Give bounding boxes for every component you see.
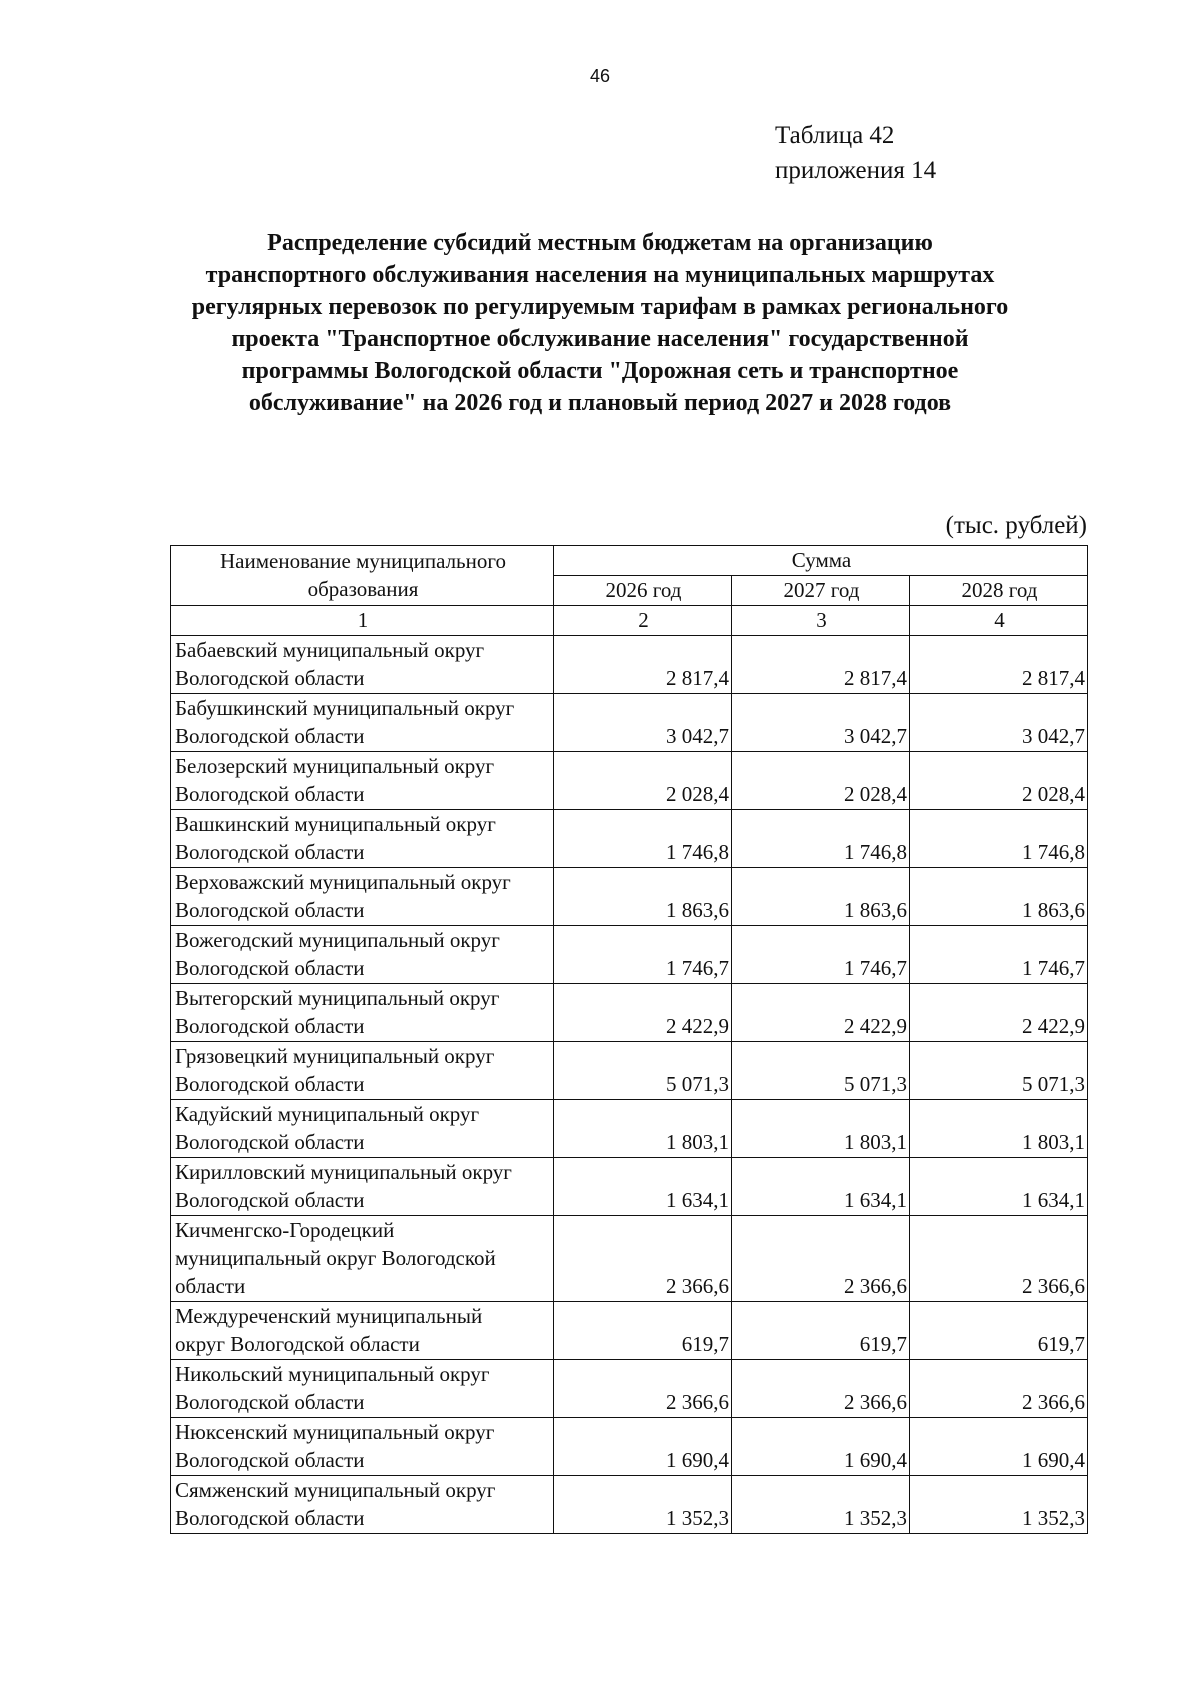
- amount-2028-cell: 1 863,6: [910, 868, 1088, 926]
- header-year-2026: 2026 год: [554, 576, 732, 606]
- amount-2026-cell: 1 803,1: [554, 1100, 732, 1158]
- amount-2026-cell: 2 366,6: [554, 1360, 732, 1418]
- municipality-name-line: Вологодской области: [175, 898, 365, 922]
- amount-2027-cell: 2 366,6: [732, 1360, 910, 1418]
- municipality-name-line: Никольский муниципальный округ: [175, 1362, 490, 1386]
- municipality-name-line: Кирилловский муниципальный округ: [175, 1160, 512, 1184]
- amount-2026-cell: 1 746,7: [554, 926, 732, 984]
- table-row: [171, 1158, 1088, 1216]
- municipality-name-line: Бабушкинский муниципальный округ: [175, 696, 515, 720]
- header-municipality: Наименование муниципального образования: [171, 546, 554, 606]
- table-row: [171, 1302, 1088, 1360]
- amount-2026-cell: 2 817,4: [554, 636, 732, 694]
- municipality-name-cell: [171, 1360, 554, 1418]
- title-line: проекта "Транспортное обслуживание населения" государственной: [231, 326, 969, 352]
- amount-2027-cell: 5 071,3: [732, 1042, 910, 1100]
- municipality-name-line: Вологодской области: [175, 1014, 365, 1038]
- municipality-name-line: Нюксенский муниципальный округ: [175, 1420, 495, 1444]
- municipality-name-line: Кичменгско-Городецкий: [175, 1218, 395, 1242]
- amount-2028-cell: 1 690,4: [910, 1418, 1088, 1476]
- amount-2027-cell: 1 634,1: [732, 1158, 910, 1216]
- amount-2027-cell: 2 366,6: [732, 1216, 910, 1302]
- header-sum: Сумма: [554, 546, 1088, 576]
- amount-2027-cell: 1 690,4: [732, 1418, 910, 1476]
- municipality-name-cell: [171, 694, 554, 752]
- municipality-name-cell: [171, 984, 554, 1042]
- municipality-name-cell: [171, 926, 554, 984]
- municipality-name-line: Вологодской области: [175, 956, 365, 980]
- table-body: [171, 636, 1088, 1534]
- table-row: [171, 1360, 1088, 1418]
- table-row: [171, 1042, 1088, 1100]
- municipality-name-line: Вологодской области: [175, 1072, 365, 1096]
- municipality-name-line: Бабаевский муниципальный округ: [175, 638, 485, 662]
- municipality-name-cell: [171, 1158, 554, 1216]
- municipality-name-line: Вологодской области: [175, 1188, 365, 1212]
- amount-2028-cell: 3 042,7: [910, 694, 1088, 752]
- municipality-name-line: Белозерский муниципальный округ: [175, 754, 495, 778]
- document-title: [150, 227, 1050, 419]
- municipality-name-line: Вашкинский муниципальный округ: [175, 812, 496, 836]
- column-number: 1: [171, 606, 554, 636]
- amount-2028-cell: 2 817,4: [910, 636, 1088, 694]
- column-number: 3: [732, 606, 910, 636]
- municipality-name-cell: [171, 1418, 554, 1476]
- amount-2026-cell: 1 352,3: [554, 1476, 732, 1534]
- municipality-name-cell: [171, 868, 554, 926]
- municipality-name-line: Вологодской области: [175, 1506, 365, 1530]
- table-reference-number: Таблица 42: [775, 122, 895, 149]
- municipality-name-line: Верховажский муниципальный округ: [175, 870, 511, 894]
- title-line: регулярных перевозок по регулируемым тарифам в рамках регионального: [191, 294, 1009, 320]
- column-number: 2: [554, 606, 732, 636]
- table-row: [171, 926, 1088, 984]
- municipality-name-line: Сямженский муниципальный округ: [175, 1478, 496, 1502]
- title-line: программы Вологодской области "Дорожная сеть и транспортное: [241, 358, 959, 384]
- municipality-name-cell: [171, 1100, 554, 1158]
- municipality-name-line: Вологодской области: [175, 1390, 365, 1414]
- title-line: обслуживание" на 2026 год и плановый период 2027 и 2028 годов: [248, 390, 952, 416]
- amount-2028-cell: 5 071,3: [910, 1042, 1088, 1100]
- table-row: [171, 636, 1088, 694]
- amount-2027-cell: 1 746,8: [732, 810, 910, 868]
- municipality-name-line: Междуреченский муниципальный: [175, 1304, 483, 1328]
- municipality-name-line: Вологодской области: [175, 1448, 365, 1472]
- unit-label: (тыс. рублей): [945, 512, 1087, 539]
- table-row: [171, 1216, 1088, 1302]
- amount-2027-cell: 2 817,4: [732, 636, 910, 694]
- municipality-name-line: Вожегодский муниципальный округ: [175, 928, 500, 952]
- municipality-name-cell: [171, 752, 554, 810]
- municipality-name-line: Вологодской области: [175, 1130, 365, 1154]
- amount-2027-cell: 3 042,7: [732, 694, 910, 752]
- amount-2028-cell: 1 746,7: [910, 926, 1088, 984]
- municipality-name-line: муниципальный округ Вологодской: [175, 1246, 496, 1270]
- amount-2027-cell: 619,7: [732, 1302, 910, 1360]
- table-row: [171, 984, 1088, 1042]
- amount-2027-cell: 1 746,7: [732, 926, 910, 984]
- municipality-name-line: Вологодской области: [175, 666, 365, 690]
- table-row: [171, 752, 1088, 810]
- table-reference: [775, 118, 936, 188]
- amount-2027-cell: 1 352,3: [732, 1476, 910, 1534]
- title-line: Распределение субсидий местным бюджетам на организацию: [267, 230, 933, 256]
- column-numbers-row: [171, 606, 1088, 636]
- amount-2028-cell: 1 352,3: [910, 1476, 1088, 1534]
- table-row: [171, 868, 1088, 926]
- municipality-name-line: Вытегорский муниципальный округ: [175, 986, 500, 1010]
- amount-2028-cell: 2 366,6: [910, 1216, 1088, 1302]
- amount-2026-cell: 3 042,7: [554, 694, 732, 752]
- amount-2026-cell: 5 071,3: [554, 1042, 732, 1100]
- municipality-name-line: области: [175, 1274, 246, 1298]
- municipality-name-cell: [171, 636, 554, 694]
- amount-2028-cell: 619,7: [910, 1302, 1088, 1360]
- title-line: транспортного обслуживания населения на муниципальных маршрутах: [205, 262, 995, 288]
- municipality-name-cell: [171, 1216, 554, 1302]
- municipality-name-cell: [171, 1476, 554, 1534]
- column-number: 4: [910, 606, 1088, 636]
- table-row: [171, 1476, 1088, 1534]
- table-row: [171, 1418, 1088, 1476]
- subsidy-table: [170, 545, 1088, 1534]
- amount-2027-cell: 2 028,4: [732, 752, 910, 810]
- municipality-name-cell: [171, 1302, 554, 1360]
- amount-2026-cell: 1 746,8: [554, 810, 732, 868]
- amount-2026-cell: 1 863,6: [554, 868, 732, 926]
- amount-2026-cell: 2 422,9: [554, 984, 732, 1042]
- municipality-name-line: Вологодской области: [175, 840, 365, 864]
- header-row: [171, 546, 1088, 576]
- municipality-name-line: Грязовецкий муниципальный округ: [175, 1044, 495, 1068]
- table-row: [171, 810, 1088, 868]
- amount-2026-cell: 1 634,1: [554, 1158, 732, 1216]
- amount-2028-cell: 1 634,1: [910, 1158, 1088, 1216]
- amount-2026-cell: 2 028,4: [554, 752, 732, 810]
- amount-2027-cell: 1 863,6: [732, 868, 910, 926]
- amount-2026-cell: 619,7: [554, 1302, 732, 1360]
- table-row: [171, 694, 1088, 752]
- municipality-name-cell: [171, 810, 554, 868]
- amount-2028-cell: 2 366,6: [910, 1360, 1088, 1418]
- municipality-name-cell: [171, 1042, 554, 1100]
- table-header: [171, 546, 1088, 636]
- amount-2026-cell: 2 366,6: [554, 1216, 732, 1302]
- page-number: 46: [589, 66, 611, 86]
- municipality-name-line: Кадуйский муниципальный округ: [175, 1102, 480, 1126]
- amount-2026-cell: 1 690,4: [554, 1418, 732, 1476]
- municipality-name-line: Вологодской области: [175, 724, 365, 748]
- table-row: [171, 1100, 1088, 1158]
- header-year-2028: 2028 год: [910, 576, 1088, 606]
- header-year-2027: 2027 год: [732, 576, 910, 606]
- amount-2028-cell: 1 803,1: [910, 1100, 1088, 1158]
- municipality-name-line: округ Вологодской области: [175, 1332, 420, 1356]
- table-reference-appendix: приложения 14: [775, 157, 937, 184]
- amount-2028-cell: 2 422,9: [910, 984, 1088, 1042]
- municipality-name-line: Вологодской области: [175, 782, 365, 806]
- amount-2028-cell: 2 028,4: [910, 752, 1088, 810]
- amount-2028-cell: 1 746,8: [910, 810, 1088, 868]
- amount-2027-cell: 2 422,9: [732, 984, 910, 1042]
- amount-2027-cell: 1 803,1: [732, 1100, 910, 1158]
